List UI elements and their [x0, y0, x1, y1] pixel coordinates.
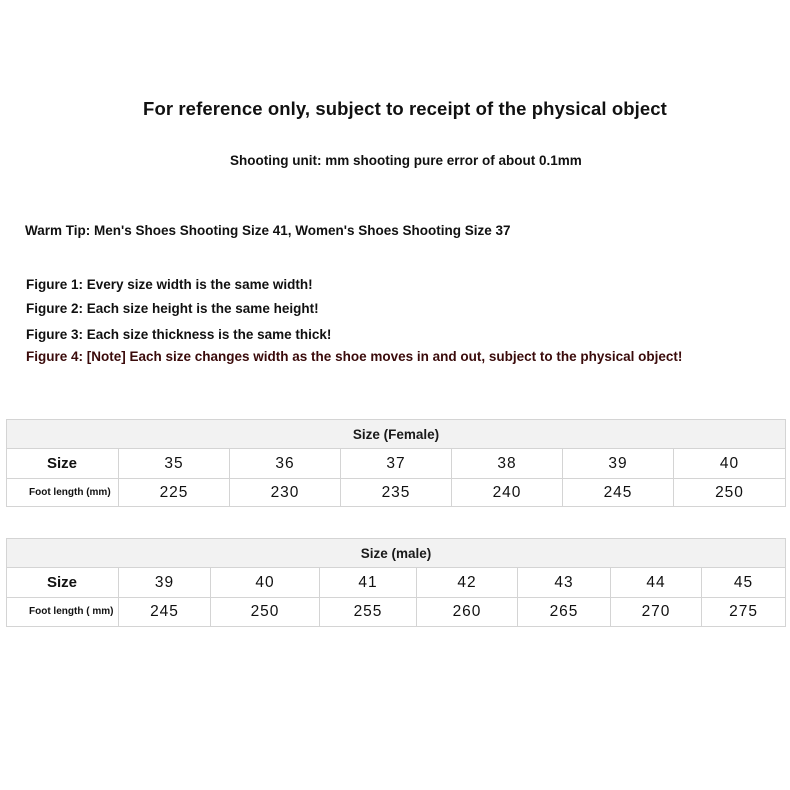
- foot-length-cell: 250: [211, 598, 320, 627]
- figure-note-3: Figure 3: Each size thickness is the same thick!: [26, 327, 332, 342]
- foot-length-cell: 235: [341, 479, 452, 507]
- size-cell: 39: [563, 449, 674, 479]
- size-cell: 41: [320, 568, 417, 598]
- figure-note-1: Figure 1: Every size width is the same width!: [26, 277, 313, 292]
- foot-length-row: [7, 598, 786, 627]
- figure-note-4: Figure 4: [Note] Each size changes width as the shoe moves in and out, subject to the physical object!: [26, 349, 683, 364]
- size-cell: 40: [211, 568, 320, 598]
- figure-note-2: Figure 2: Each size height is the same height!: [26, 301, 319, 316]
- table-caption-row: [7, 420, 786, 449]
- foot-length-cell: 245: [119, 598, 211, 627]
- male-size-table: [6, 538, 786, 627]
- foot-length-cell: 240: [452, 479, 563, 507]
- foot-length-cell: 230: [230, 479, 341, 507]
- size-row-label: Size: [7, 449, 119, 479]
- page-title: For reference only, subject to receipt of the physical object: [143, 98, 667, 119]
- size-cell: 40: [674, 449, 786, 479]
- foot-length-cell: 265: [518, 598, 611, 627]
- foot-length-cell: 245: [563, 479, 674, 507]
- size-row: [7, 449, 786, 479]
- foot-length-cell: 225: [119, 479, 230, 507]
- size-row: [7, 568, 786, 598]
- size-cell: 39: [119, 568, 211, 598]
- female-table-caption: Size (Female): [7, 420, 786, 449]
- size-cell: 37: [341, 449, 452, 479]
- male-table-caption: Size (male): [7, 539, 786, 568]
- foot-length-cell: 255: [320, 598, 417, 627]
- foot-length-cell: 250: [674, 479, 786, 507]
- foot-length-cell: 260: [417, 598, 518, 627]
- warm-tip: Warm Tip: Men's Shoes Shooting Size 41, Women's Shoes Shooting Size 37: [25, 223, 511, 238]
- size-cell: 35: [119, 449, 230, 479]
- foot-length-cell: 270: [611, 598, 702, 627]
- size-row-label: Size: [7, 568, 119, 598]
- size-cell: 44: [611, 568, 702, 598]
- size-cell: 42: [417, 568, 518, 598]
- size-cell: 36: [230, 449, 341, 479]
- shooting-unit-note: Shooting unit: mm shooting pure error of about 0.1mm: [230, 153, 582, 168]
- female-size-table: [6, 419, 786, 507]
- foot-length-cell: 275: [702, 598, 786, 627]
- size-cell: 45: [702, 568, 786, 598]
- size-cell: 43: [518, 568, 611, 598]
- foot-length-row-label: Foot length (mm): [7, 479, 119, 507]
- size-cell: 38: [452, 449, 563, 479]
- foot-length-row-label: Foot length ( mm): [7, 598, 119, 627]
- table-caption-row: [7, 539, 786, 568]
- foot-length-row: [7, 479, 786, 507]
